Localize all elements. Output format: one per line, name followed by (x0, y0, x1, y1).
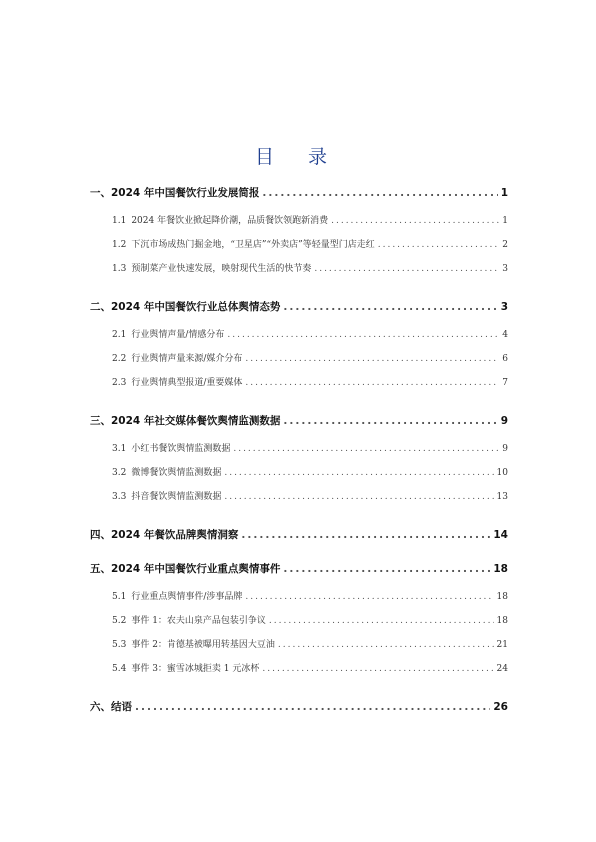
toc-entry[interactable] (90, 414, 508, 428)
toc-entry[interactable] (90, 214, 508, 228)
toc-entry-number: 五、 (90, 563, 111, 575)
toc-leader-dots (283, 414, 497, 428)
toc-entry-page: 7 (502, 378, 508, 388)
toc-entry[interactable] (90, 300, 508, 314)
toc-entry-label: 2024 年中国餐饮行业总体舆情态势 (111, 301, 281, 313)
toc-entry-number: 2.3 (112, 378, 127, 388)
toc-leader-dots (269, 614, 494, 628)
toc-entry[interactable] (90, 662, 508, 676)
toc-entry-page: 4 (502, 330, 508, 340)
toc-entry-page: 18 (496, 616, 508, 626)
toc-leader-dots (241, 528, 490, 542)
toc-leader-dots (245, 352, 499, 366)
toc-leader-dots (233, 442, 499, 456)
toc-entry[interactable] (90, 466, 508, 480)
toc-entry-number: 5.3 (112, 640, 127, 650)
toc-leader-dots (262, 662, 493, 676)
toc-entry-page: 21 (496, 640, 508, 650)
toc-entry-number: 3.2 (112, 468, 127, 478)
toc-entry-label: 2024 年社交媒体餐饮舆情监测数据 (111, 415, 281, 427)
toc-entry-label: 2024 年中国餐饮行业发展简报 (111, 187, 260, 199)
toc-entry-number: 2.2 (112, 354, 127, 364)
toc-entry-label: 微博餐饮舆情监测数据 (131, 468, 222, 478)
toc-entry-number: 三、 (90, 415, 111, 427)
toc-entry[interactable] (90, 562, 508, 576)
toc-entry[interactable] (90, 700, 508, 714)
toc-entry[interactable] (90, 590, 508, 604)
toc-entry-label: 预制菜产业快速发展，映射现代生活的快节奏 (131, 264, 312, 274)
toc-leader-dots (262, 186, 497, 200)
toc-entry-label: 行业舆情典型报道/重要媒体 (131, 378, 243, 388)
toc-entry-label: 下沉市场成热门掘金地，“卫星店”“外卖店”等轻量型门店走红 (131, 240, 375, 250)
toc-entry-page: 1 (502, 216, 508, 226)
toc-entry-number: 一、 (90, 187, 111, 199)
toc-entry-label: 事件 3：蜜雪冰城拒卖 1 元冰杯 (131, 664, 260, 674)
toc-leader-dots (224, 466, 493, 480)
toc-entry[interactable] (90, 490, 508, 504)
toc-entry-label: 2024 年餐饮业掀起降价潮，品质餐饮领跑新消费 (131, 216, 329, 226)
toc-entry-page: 26 (493, 701, 508, 713)
toc-entry-number: 二、 (90, 301, 111, 313)
toc-entry-label: 事件 2：肯德基被曝用转基因大豆油 (131, 640, 275, 650)
toc-entry[interactable] (90, 442, 508, 456)
toc-entry-label: 结语 (111, 701, 132, 713)
toc-entry-page: 3 (500, 301, 508, 313)
toc-entry-number: 六、 (90, 701, 111, 713)
toc-leader-dots (314, 262, 499, 276)
toc-entry-page: 1 (500, 187, 508, 199)
toc-entry-page: 14 (493, 529, 508, 541)
toc-leader-dots (135, 700, 490, 714)
toc-leader-dots (283, 562, 490, 576)
toc-entry-label: 2024 年餐饮品牌舆情洞察 (111, 529, 239, 541)
toc-entry-number: 1.2 (112, 240, 127, 250)
toc-entry-page: 3 (502, 264, 508, 274)
toc-entry-page: 18 (496, 592, 508, 602)
toc-entry-number: 5.4 (112, 664, 127, 674)
toc-entry-number: 5.1 (112, 592, 127, 602)
toc-leader-dots (331, 214, 499, 228)
toc-entry-number: 2.1 (112, 330, 127, 340)
toc-title: 目 录 (254, 146, 342, 168)
toc-leader-dots (378, 238, 500, 252)
toc-entry-page: 18 (493, 563, 508, 575)
toc-leader-dots (283, 300, 497, 314)
toc-entry[interactable] (90, 352, 508, 366)
toc-leader-dots (224, 490, 493, 504)
toc-entry-page: 9 (502, 444, 508, 454)
toc-entry[interactable] (90, 638, 508, 652)
toc-entry[interactable] (90, 262, 508, 276)
toc-entry-page: 24 (496, 664, 508, 674)
toc-entry-label: 2024 年中国餐饮行业重点舆情事件 (111, 563, 281, 575)
toc-entry[interactable] (90, 186, 508, 200)
toc-entry-number: 1.1 (112, 216, 127, 226)
toc-entry-page: 13 (496, 492, 508, 502)
toc-entry[interactable] (90, 614, 508, 628)
toc-entry-number: 3.3 (112, 492, 127, 502)
toc-entry[interactable] (90, 528, 508, 542)
toc-entry-label: 行业舆情声量来源/媒介分布 (131, 354, 243, 364)
toc-entry-number: 5.2 (112, 616, 127, 626)
toc-entry[interactable] (90, 238, 508, 252)
toc-entry-page: 10 (496, 468, 508, 478)
toc-entry-label: 抖音餐饮舆情监测数据 (131, 492, 222, 502)
toc-entry-number: 四、 (90, 529, 111, 541)
toc-entry-label: 事件 1：农夫山泉产品包装引争议 (131, 616, 266, 626)
toc-leader-dots (278, 638, 494, 652)
toc-entry-page: 9 (500, 415, 508, 427)
toc-entry[interactable] (90, 376, 508, 390)
toc-entry-page: 2 (502, 240, 508, 250)
toc-entry-number: 3.1 (112, 444, 127, 454)
toc-entry-number: 1.3 (112, 264, 127, 274)
toc-entry-page: 6 (502, 354, 508, 364)
toc-entry-label: 行业重点舆情事件/涉事品牌 (131, 592, 243, 602)
toc-entry-label: 行业舆情声量/情感分布 (131, 330, 225, 340)
toc-leader-dots (245, 376, 499, 390)
toc-leader-dots (245, 590, 493, 604)
toc-entry-label: 小红书餐饮舆情监测数据 (131, 444, 231, 454)
toc-leader-dots (227, 328, 499, 342)
toc-entry[interactable] (90, 328, 508, 342)
